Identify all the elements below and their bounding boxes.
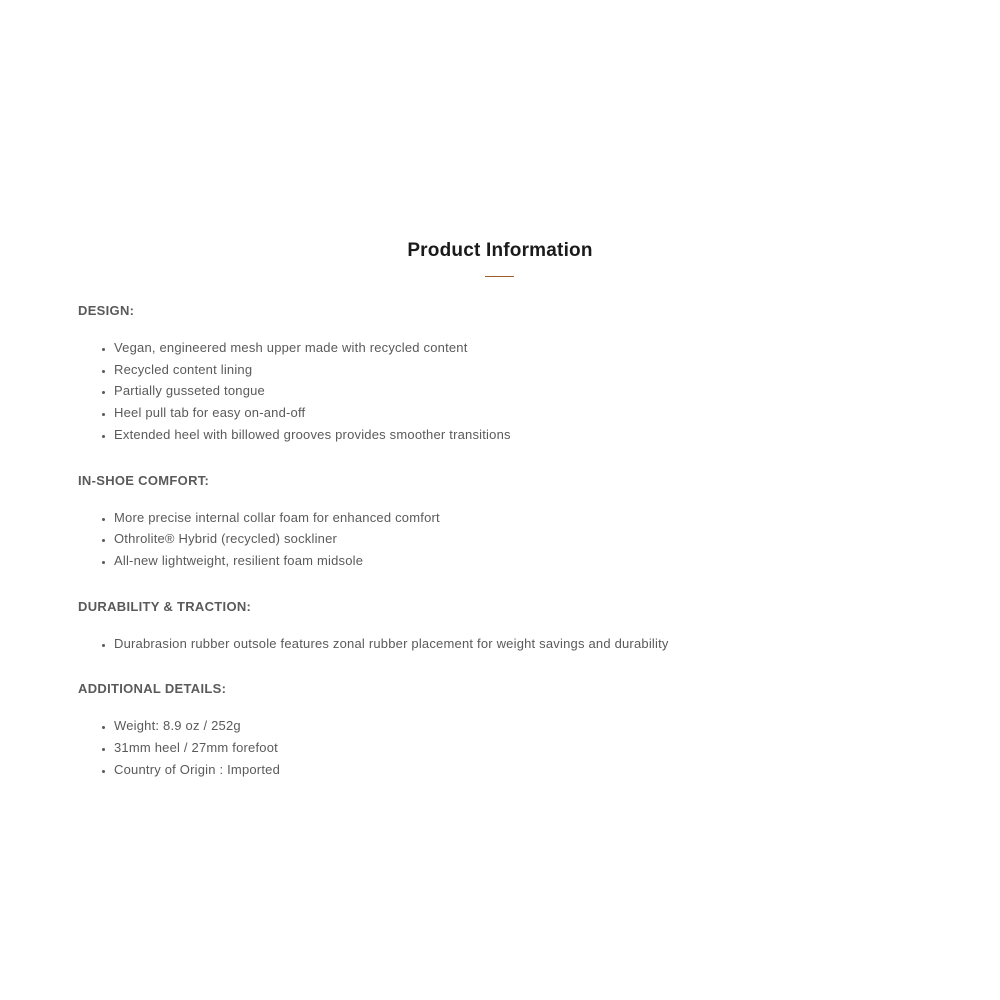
product-information-content <box>78 301 938 805</box>
list-item: • Recycled content lining <box>114 359 938 381</box>
additional-details-list <box>78 715 938 780</box>
list-item: • Durabrasion rubber outsole features zonal rubber placement for weight savings and durability <box>114 633 938 655</box>
page-title: Product Information <box>407 240 593 261</box>
list-item: • Weight: 8.9 oz / 252g <box>114 715 938 737</box>
list-item: • More precise internal collar foam for enhanced comfort <box>114 507 938 529</box>
durability-traction-list <box>78 633 938 655</box>
list-item: • Vegan, engineered mesh upper made with recycled content <box>114 337 938 359</box>
section-heading-design: DESIGN: <box>78 303 135 318</box>
design-list <box>78 337 938 446</box>
list-item: • Extended heel with billowed grooves provides smoother transitions <box>114 424 938 446</box>
list-item: • Heel pull tab for easy on-and-off <box>114 402 938 424</box>
list-item: • Country of Origin : Imported <box>114 759 938 781</box>
list-item: • Partially gusseted tongue <box>114 380 938 402</box>
section-heading-in-shoe-comfort: IN-SHOE COMFORT: <box>78 472 210 488</box>
in-shoe-comfort-list <box>78 507 938 572</box>
list-item: • 31mm heel / 27mm forefoot <box>114 737 938 759</box>
title-divider <box>485 276 514 277</box>
section-heading-durability-traction: DURABILITY & TRACTION: <box>78 598 252 614</box>
list-item: • Othrolite® Hybrid (recycled) sockliner <box>114 528 938 550</box>
section-heading-additional-details: ADDITIONAL DETAILS: <box>78 681 227 697</box>
list-item: • All-new lightweight, resilient foam midsole <box>114 550 938 572</box>
